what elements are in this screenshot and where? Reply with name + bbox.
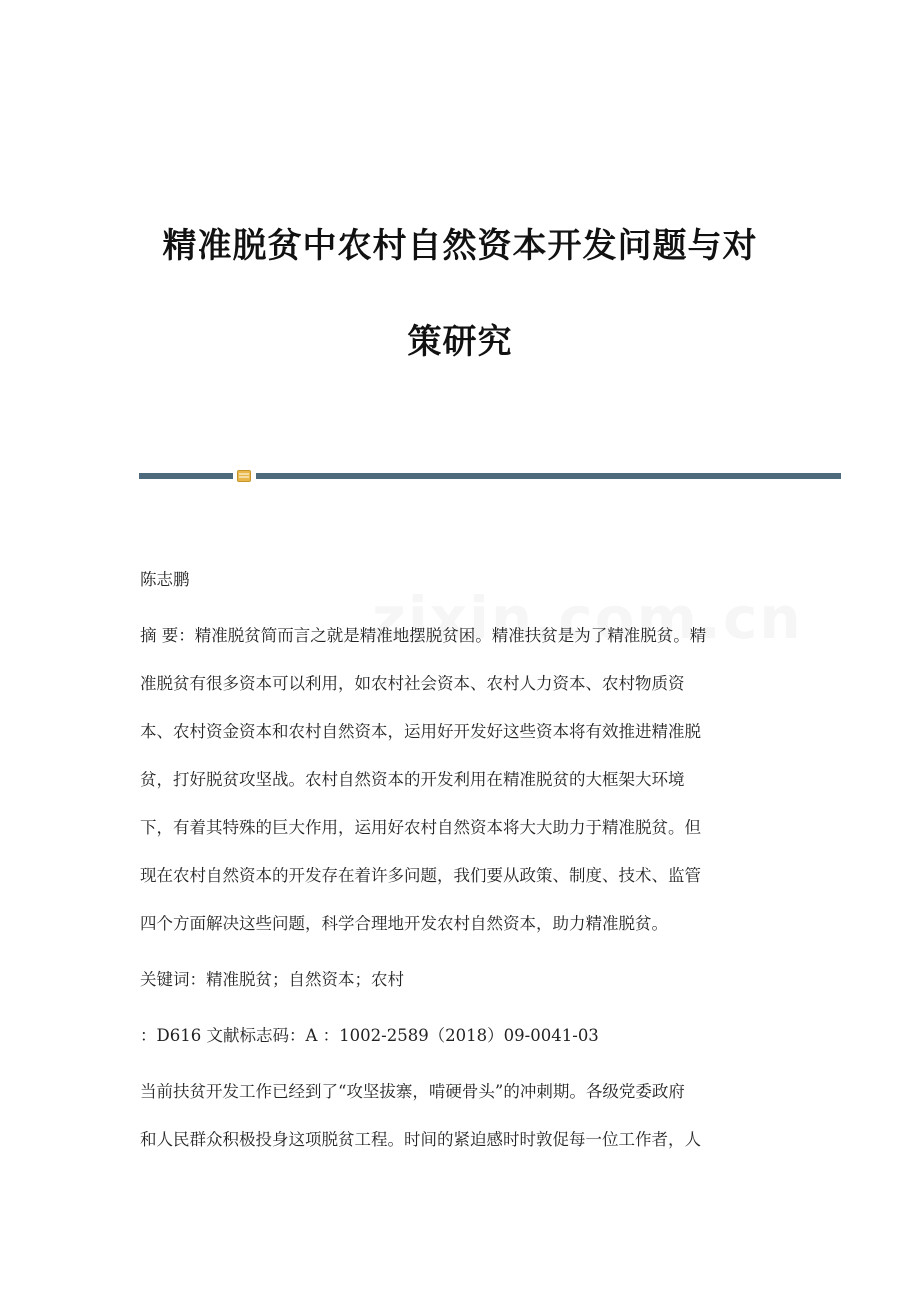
divider-bar-left xyxy=(139,473,233,479)
envelope-icon xyxy=(237,470,251,482)
keywords: 关键词：精准脱贫；自然资本；农村 xyxy=(140,970,404,989)
abstract-line: 贫，打好脱贫攻坚战。农村自然资本的开发利用在精准脱贫的大框架大环境 xyxy=(140,770,685,789)
author-name: 陈志鹏 xyxy=(140,570,190,589)
title-divider xyxy=(139,470,841,482)
divider-bar-right xyxy=(256,473,841,479)
document-title-line-1: 精准脱贫中农村自然资本开发问题与对 xyxy=(162,226,758,266)
abstract-line: 准脱贫有很多资本可以利用，如农村社会资本、农村人力资本、农村物质资 xyxy=(140,674,685,693)
abstract-line: 四个方面解决这些问题，科学合理地开发农村自然资本，助力精准脱贫。 xyxy=(140,914,668,933)
body-line: 和人民群众积极投身这项脱贫工程。时间的紧迫感时时敦促每一位工作者，人 xyxy=(140,1130,701,1149)
body-line: 当前扶贫开发工作已经到了“攻坚拔寨，啃硬骨头”的冲刺期。各级党委政府 xyxy=(140,1082,685,1101)
abstract-line: 现在农村自然资本的开发存在着许多问题，我们要从政策、制度、技术、监管 xyxy=(140,866,701,885)
abstract-line: 本、农村资金资本和农村自然资本，运用好开发好这些资本将有效推进精准脱 xyxy=(140,722,701,741)
document-title-line-2: 策研究 xyxy=(407,322,513,362)
classification-info: ：D616 文献标志码：A ：1002-2589（2018）09-0041-03 xyxy=(140,1026,599,1045)
abstract-line: 摘 要：精准脱贫简而言之就是精准地摆脱贫困。精准扶贫是为了精准脱贫。精 xyxy=(140,626,707,645)
abstract-line: 下，有着其特殊的巨大作用，运用好农村自然资本将大大助力于精准脱贫。但 xyxy=(140,818,701,837)
